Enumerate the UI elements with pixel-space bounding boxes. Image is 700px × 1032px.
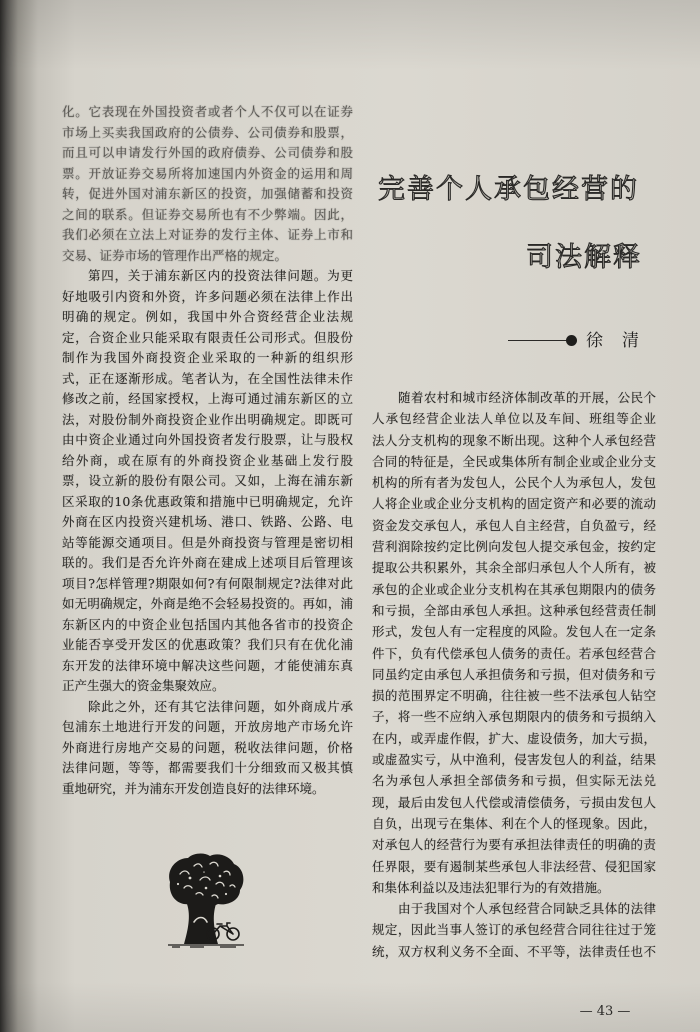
left-text-line: 业能否享受开发区的优惠政策？我们只有在优化浦 [62,637,353,652]
left-text-line: 式，正在逐渐形成。笔者认为，在全国性法律未作 [62,370,353,386]
article-text-line: 和集体利益以及违法犯罪行为的有效措施。 [372,879,610,895]
article-text-line: 名为承包人承担全部债务和亏损，但实际无法兑 [372,773,656,789]
article-text-line: 在内，或弄虚作假，扩大、虚设债务，加大亏损， [372,730,656,746]
left-text-line: 制作为我国外商投资企业采取的一种新的组织形 [62,350,353,365]
author-name: 徐 清 [586,331,640,351]
article-text-line: 资金发交承包人，承包人自主经营，自负盈亏，经 [372,517,656,533]
left-text-line: 转，促进外国对浦东新区的投资，加强储蓄和投资 [62,186,353,201]
article-text-line: 任界限，要有遏制某些承包人非法经营、侵犯国家 [372,858,656,874]
left-text-line: 外商在区内投资兴建机场、港口、铁路、公路、电 [62,514,353,529]
left-text-line: 东新区内的中资企业包括国内其他各省市的投资企 [62,616,353,632]
left-text-line: 化。它表现在外国投资者或者个人不仅可以在证券 [62,104,353,119]
left-text-line: 给外商，或在原有的外商投资企业基础上发行股 [62,452,353,468]
article-text-line: 机构的所有者为发包人，公民个人为承包人，发包 [372,475,656,491]
author-dot-icon [566,335,577,346]
left-text-line: 重地研究，并为浦东开发创造良好的法律环境。 [62,780,325,796]
left-text-line: 好地吸引内资和外资，许多问题必须在法律上作出 [62,288,353,304]
article-text-line: 现，最后由发包人代偿或清偿债务，亏损由发包人 [372,794,656,810]
left-text-line: 法，对股份制外商投资企业作出明确规定。即既可 [62,411,353,427]
tree-canopy [169,854,243,907]
left-column-text [62,102,353,799]
left-text-line: 而且可以申请发行外国的政府债券、公司债券和股 [62,145,353,160]
article-text-line: 合同的特征是，全民或集体所有制企业或企业分支 [372,453,656,469]
article-text-line: 法人分支机构的现象不断出现。这种个人承包经营 [372,432,656,448]
left-text-line: 除此之外，还有其它法律问题，如外商成片承 [88,698,353,714]
article-text-line: 损的范围界定不明确，往往被一些不法承包人钻空 [372,688,656,704]
author-dash [508,340,566,341]
left-text-line: 第四，关于浦东新区内的投资法律问题。为更 [88,268,353,283]
article-text-line: 同虽约定由承包人承担债务和亏损，但对债务和亏 [372,666,656,682]
left-text-line: 法律问题，等等，都需要我们十分细致而又极其慎 [62,760,353,775]
article-text-line: 或虚盈实亏，从中渔利，侵害发包人的利益，结果 [372,752,656,768]
article-text-line: 随着农村和城市经济体制改革的开展，公民个 [398,390,656,405]
article-text-line: 提取公共积累外，其余全部归承包人个人所有，被 [372,560,656,576]
article-text-line: 统，双方权利义务不全面、不平等，法律责任也不 [372,943,656,959]
article-text-line: 人承包经营企业法人单位以及车间、班组等企业 [372,411,656,427]
tree-illustration [160,848,250,948]
left-text-line: 票，设立新的股份有限公司。又如，上海在浦东新 [62,473,353,488]
left-text-line: 定，合资企业只能采取有限责任公司形式。但股份 [62,329,353,345]
left-text-line: 之间的联系。但证券交易所也有不少弊端。因此， [62,206,353,222]
left-text-line: 交易、证券市场的管理作出严格的规定。 [62,247,288,263]
left-text-line: 区采取的10条优惠政策和措施中已明确规定，允许 [62,493,353,509]
article-text-line: 形式，发包人有一定程度的风险。发包人在一定条 [372,624,656,640]
left-text-line: 站等能源交通项目。但是外商投资与管理是密切相 [62,534,353,550]
left-text-line: 联的。我们是否允许外商在建成上述项目后管理该 [62,555,353,570]
left-text-line: 明确的规定。例如，我国中外合资经营企业法规 [62,309,353,324]
article-text-line: 由于我国对个人承包经营合同缺乏具体的法律 [398,901,656,917]
article-text-line: 营利润除按约定比例向发包人提交承包金，按约定 [372,539,656,555]
article-body [372,387,656,962]
left-text-line: 我们必须在立法上对证券的发行主体、证券上市和 [62,227,353,242]
article-text-line: 人将企业或企业分支机构的固定资产和必要的流动 [372,496,656,512]
left-text-line: 外商进行房地产交易的问题，税收法律问题，价格 [62,739,353,755]
left-text-line: 由中资企业通过向外国投资者发行股票，让与股权 [62,432,353,447]
left-text-line: 正产生强大的资金集聚效应。 [62,678,225,693]
article-text-line: 自负，出现亏在集体、利在个人的怪现象。因此， [372,815,656,831]
left-text-line: 项目?怎样管理?期限如何?有何限制规定?法律对此 [62,575,353,591]
article-title-line-1: 完善个人承包经营的 [378,174,639,205]
article-text-line: 件下，负有代偿承包人债务的责任。若承包经营合 [372,645,656,661]
left-text-line: 市场上买卖我国政府的公债券、公司债券和股票， [62,124,353,140]
article-text-line: 承包的企业或企业分支机构在其承包期限内的债务 [372,581,656,597]
article-title-line-2: 司法解释 [526,242,642,273]
article-text-line: 对承包人的经营行为要有承担法律责任的明确的责 [372,837,656,853]
article-text-line: 规定，因此当事人签订的承包经营合同往往过于笼 [372,922,656,938]
page-number: — 43 — [579,1004,631,1019]
left-text-line: 修改之前，经国家授权，上海可通过浦东新区的立 [62,391,353,406]
article-text-line: 子，将一些不应纳入承包期限内的债务和亏损纳入 [372,709,656,725]
left-text-line: 票。开放证券交易所将加速国内外资金的运用和周 [62,165,353,181]
left-text-line: 包浦东土地进行开发的问题，开放房地产市场允许 [62,719,353,734]
tree-trunk [184,904,218,944]
left-text-line: 东开发的法律环境中解决这些问题，才能使浦东真 [62,657,353,673]
left-text-line: 如无明确规定，外商是绝不会轻易投资的。再如，浦 [62,596,353,611]
ground-line [168,945,244,947]
article-text-line: 和亏损，全部由承包人承担。这种承包经营责任制 [372,602,656,618]
